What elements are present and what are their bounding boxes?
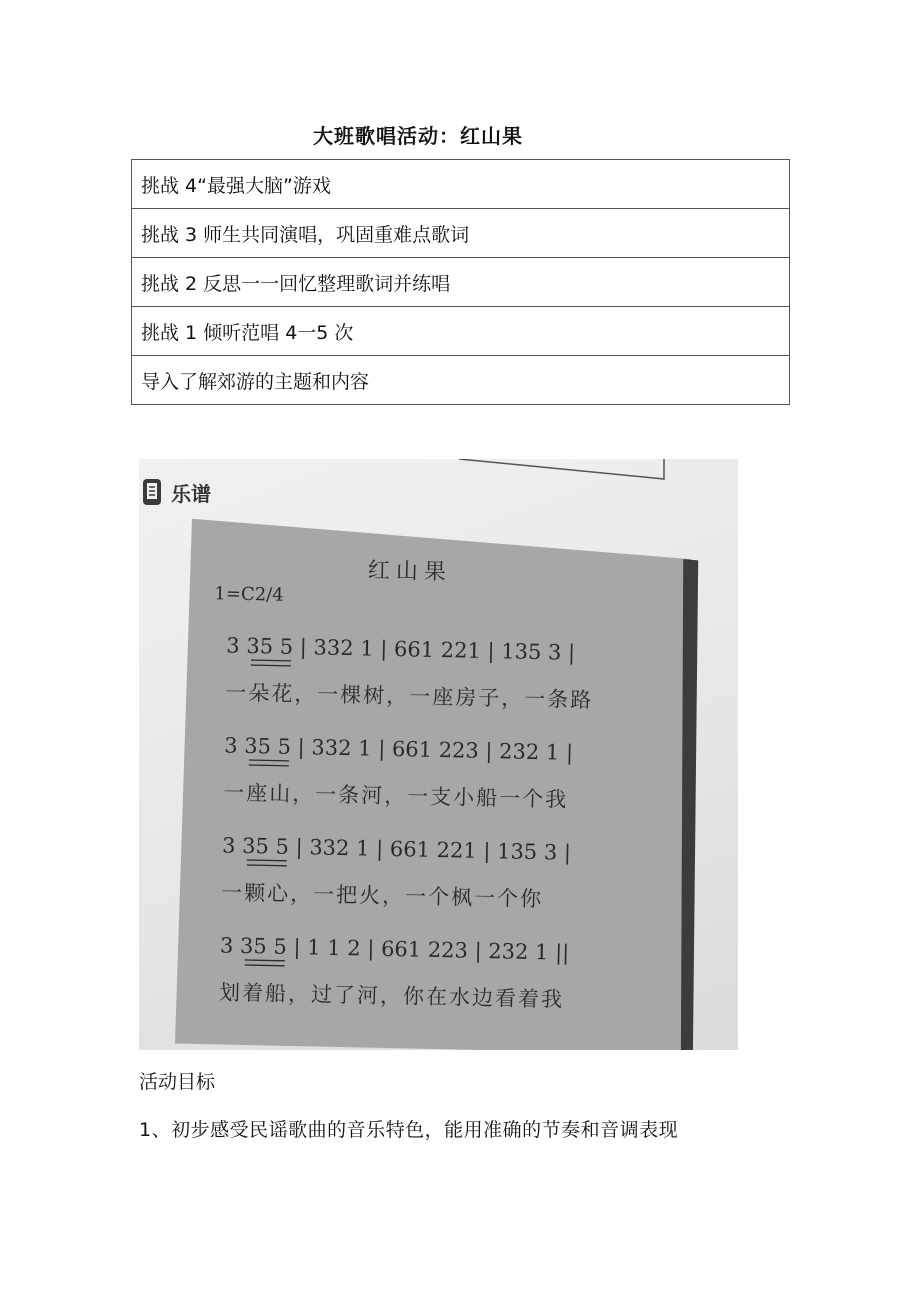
song-title: 红山果: [367, 558, 453, 586]
step-cell: 挑战 2 反思一一回忆整理歌词并练唱: [132, 258, 790, 307]
logo-text: 乐谱: [171, 482, 211, 506]
lyrics-text: 一座山，一条河，一支小船一个我: [223, 780, 569, 812]
lyrics-text: 划着船，过了河，你在水边看着我: [218, 980, 565, 1012]
notes-text: 3 35 5 | 332 1 | 661 221 | 135 3 |: [226, 633, 576, 665]
sheet-music-drawing: [139, 459, 738, 1050]
activity-steps-table: [131, 159, 790, 405]
sheet-music-photo: [139, 459, 738, 1050]
table-row: [132, 356, 790, 405]
key-signature: 1=C2/4: [214, 583, 284, 606]
goal-item-1: 1、初步感受民谣歌曲的音乐特色，能用准确的节奏和音调表现: [139, 1119, 679, 1141]
section-heading: 活动目标: [139, 1071, 216, 1093]
notes-text: 3 35 5 | 1 1 2 | 661 223 | 232 1 ||: [219, 933, 570, 965]
lyrics-text: 一朵花，一棵树，一座房子，一条路: [225, 680, 594, 713]
music-note-logo-icon: [143, 479, 161, 505]
step-cell: 挑战 3 师生共同演唱，巩固重难点歌词: [132, 209, 790, 258]
step-cell: 导入了解郊游的主题和内容: [132, 356, 790, 405]
step-cell: 挑战 4“最强大脑”游戏: [132, 160, 790, 209]
notes-text: 3 35 5 | 332 1 | 661 221 | 135 3 |: [221, 833, 572, 865]
table-row: [132, 307, 790, 356]
lyrics-text: 一颗心，一把火，一个枫一个你: [220, 880, 544, 912]
notes-text: 3 35 5 | 332 1 | 661 223 | 232 1 |: [223, 733, 574, 765]
step-cell: 挑战 1 倾听范唱 4一5 次: [132, 307, 790, 356]
table-row: [132, 258, 790, 307]
table-row: [132, 160, 790, 209]
document-title: 大班歌唱活动：红山果: [313, 124, 523, 148]
table-row: [132, 209, 790, 258]
